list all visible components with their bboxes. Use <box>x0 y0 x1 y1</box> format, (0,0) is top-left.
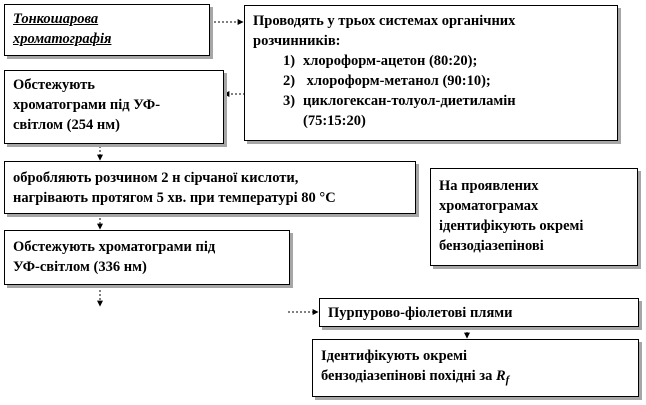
systems-intro-line2: розчинників: <box>253 33 341 49</box>
acid-line1: обробляють розчином 2 н сірчаної кислоти, <box>13 170 299 186</box>
system-item-3-text: циклогексан-толуол-диетиламін <box>303 93 516 109</box>
solvent-systems-box <box>244 5 618 141</box>
system-item-1-text: хлороформ-ацетон (80:20); <box>303 53 478 69</box>
systems-intro-line1: Проводять у трьох системах органічних <box>253 13 516 29</box>
solvent-systems-list <box>253 51 609 131</box>
purple-spots-box <box>319 298 639 327</box>
tlc-title-line2: хроматографія <box>13 31 112 47</box>
uv254-line2: хроматограми під УФ- <box>13 97 161 113</box>
purple-spots-label: Пурпурово-фіолетові плями <box>328 305 513 321</box>
note-line4: бензодіазепінові <box>439 238 544 254</box>
identify-line2-text: бензодіазепінові похідні за <box>321 368 493 384</box>
rf-symbol: R <box>495 368 506 384</box>
system-item-3 <box>283 91 609 111</box>
system-item-1 <box>283 51 609 71</box>
acid-treatment-box <box>4 161 416 214</box>
system-item-3-continuation: (75:15:20) <box>303 113 366 129</box>
system-item-2-text: хлороформ-метанол (90:10); <box>303 73 491 89</box>
note-line1: На проявлених <box>439 178 539 194</box>
identify-line1: Ідентифікують окремі <box>321 348 468 364</box>
system-item-3-number: 3) <box>283 93 296 109</box>
uv336-line1: Обстежують хроматограми під <box>13 239 216 255</box>
note-line2: хроматограмах <box>439 198 539 214</box>
system-item-1-number: 1) <box>283 53 296 69</box>
tlc-title-line1: Тонкошарова <box>13 11 99 27</box>
uv254-line1: Обстежують <box>13 77 95 93</box>
identify-box <box>312 339 639 397</box>
acid-line2: нагрівають протягом 5 хв. при температурі 80 °С <box>13 190 336 206</box>
identify-line2 <box>321 366 630 390</box>
uv336-line2: УФ-світлом (336 нм) <box>13 259 147 275</box>
uv336-box <box>4 230 290 285</box>
uv254-box <box>4 70 224 144</box>
uv254-line3: світлом (254 нм) <box>13 117 120 133</box>
system-item-2-number: 2) <box>283 73 296 89</box>
note-box <box>430 168 638 266</box>
rf-subscript: f <box>505 374 510 386</box>
tlc-box <box>4 4 210 56</box>
system-item-2 <box>283 71 609 91</box>
note-line3: ідентифікують окремі <box>439 218 584 234</box>
